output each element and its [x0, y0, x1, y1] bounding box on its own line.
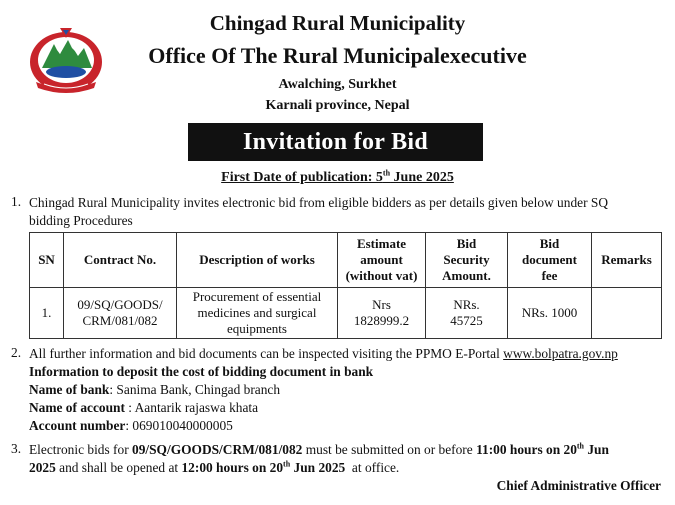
para3-t6: 2025 [29, 460, 56, 475]
header-estimate-line-1: Estimate [356, 236, 407, 251]
account-name-value: : Aantarik rajaswa khata [124, 400, 259, 415]
header-estimate-line-3: (without vat) [345, 268, 418, 283]
para2-line-1 [29, 345, 669, 363]
para3-t4-sup: th [576, 441, 585, 451]
header-fee-line-3: fee [541, 268, 558, 283]
para3-t4: 11:00 hours on 20 [476, 442, 577, 457]
office-name: Office Of The Rural Municipalexecutive [148, 43, 527, 68]
publication-date-suffix: June 2025 [390, 170, 454, 185]
publication-date-sup: th [382, 168, 391, 178]
para3-text [29, 441, 669, 477]
para3-t8: 12:00 hours on 20 [181, 460, 284, 475]
cell-estimate-line-1: Nrs [372, 297, 391, 312]
account-number-value: : 069010040000005 [125, 418, 233, 433]
para3-t8-sup: th [283, 459, 291, 469]
address-line-1: Awalching, Surkhet [278, 77, 397, 92]
cell-description-line-2: medicines and surgical [197, 305, 317, 320]
invitation-banner: Invitation for Bid [188, 123, 483, 161]
cell-security-line-1: NRs. [453, 297, 480, 312]
header-fee-line-2: document [522, 252, 577, 267]
municipality-name: Chingad Rural Municipality [209, 11, 466, 35]
bank-label: Name of bank [29, 382, 110, 397]
header-fee [508, 233, 592, 288]
header-security-line-2: Security [443, 252, 490, 267]
cell-description-line-3: equipments [227, 321, 287, 336]
para3-t3: must be submitted on or before [302, 442, 477, 457]
bank-name-line [29, 381, 669, 399]
address-line-2: Karnali province, Nepal [265, 98, 410, 113]
para2-line-1-text: All further information and bid documents can be inspected visiting the PPMO E-Portal [29, 346, 504, 361]
cell-contract [64, 288, 177, 339]
account-number-label: Account number [29, 418, 126, 433]
para2-number: 2. [11, 345, 22, 360]
bolpatra-link[interactable]: www.bolpatra.gov.np [503, 346, 618, 361]
para2-text [29, 345, 669, 435]
header-security-line-1: Bid [456, 236, 477, 251]
para3-t7: and shall be opened at [55, 460, 182, 475]
cell-security [426, 288, 508, 339]
cell-description [177, 288, 338, 339]
para1-line-1: Chingad Rural Municipality invites electronic bid from eligible bidders as per details given below under SQ [29, 195, 609, 210]
cell-estimate [338, 288, 426, 339]
cell-contract-line-2: CRM/081/082 [82, 313, 158, 328]
cell-sn: 1. [30, 288, 64, 339]
cell-fee: NRs. 1000 [508, 288, 592, 339]
para3-line-2 [29, 459, 669, 477]
header-estimate-line-2: amount [360, 252, 403, 267]
para3-t5: Jun [584, 442, 609, 457]
header-fee-line-1: Bid [539, 236, 560, 251]
publication-date-prefix: First Date of publication: 5 [221, 170, 383, 185]
account-name-line [29, 399, 669, 417]
cell-security-line-2: 45725 [450, 313, 483, 328]
para3-deadline [476, 442, 609, 457]
account-number-line [29, 417, 669, 435]
deposit-heading: Information to deposit the cost of bidding document in bank [29, 364, 374, 379]
cell-remarks [592, 288, 662, 339]
bank-value: : Sanima Bank, Chingad branch [109, 382, 281, 397]
cell-contract-line-1: 09/SQ/GOODS/ [77, 297, 163, 312]
bid-table [29, 232, 662, 339]
para3-t1: Electronic bids for [29, 442, 132, 457]
header-remarks: Remarks [592, 233, 662, 288]
header-estimate [338, 233, 426, 288]
para3-number: 3. [11, 441, 22, 456]
para3-opening [181, 460, 345, 475]
para3-line-1 [29, 441, 669, 459]
header-sn: SN [30, 233, 64, 288]
cell-estimate-line-2: 1828999.2 [353, 313, 410, 328]
table-row [30, 288, 662, 339]
header-contract: Contract No. [64, 233, 177, 288]
para1-text [29, 194, 669, 230]
para3-contract: 09/SQ/GOODS/CRM/081/082 [132, 442, 303, 457]
header-security [426, 233, 508, 288]
para3-t9: Jun 2025 [290, 460, 346, 475]
para1-number: 1. [11, 194, 22, 209]
account-name-label: Name of account [29, 400, 125, 415]
cell-description-line-1: Procurement of essential [192, 289, 322, 304]
header-security-line-3: Amount. [442, 268, 491, 283]
para3-t10: at office. [345, 460, 400, 475]
para1-line-2: bidding Procedures [29, 213, 133, 228]
signature-title: Chief Administrative Officer [496, 478, 661, 493]
table-header-row [30, 233, 662, 288]
header-description: Description of works [177, 233, 338, 288]
publication-date [0, 170, 675, 186]
